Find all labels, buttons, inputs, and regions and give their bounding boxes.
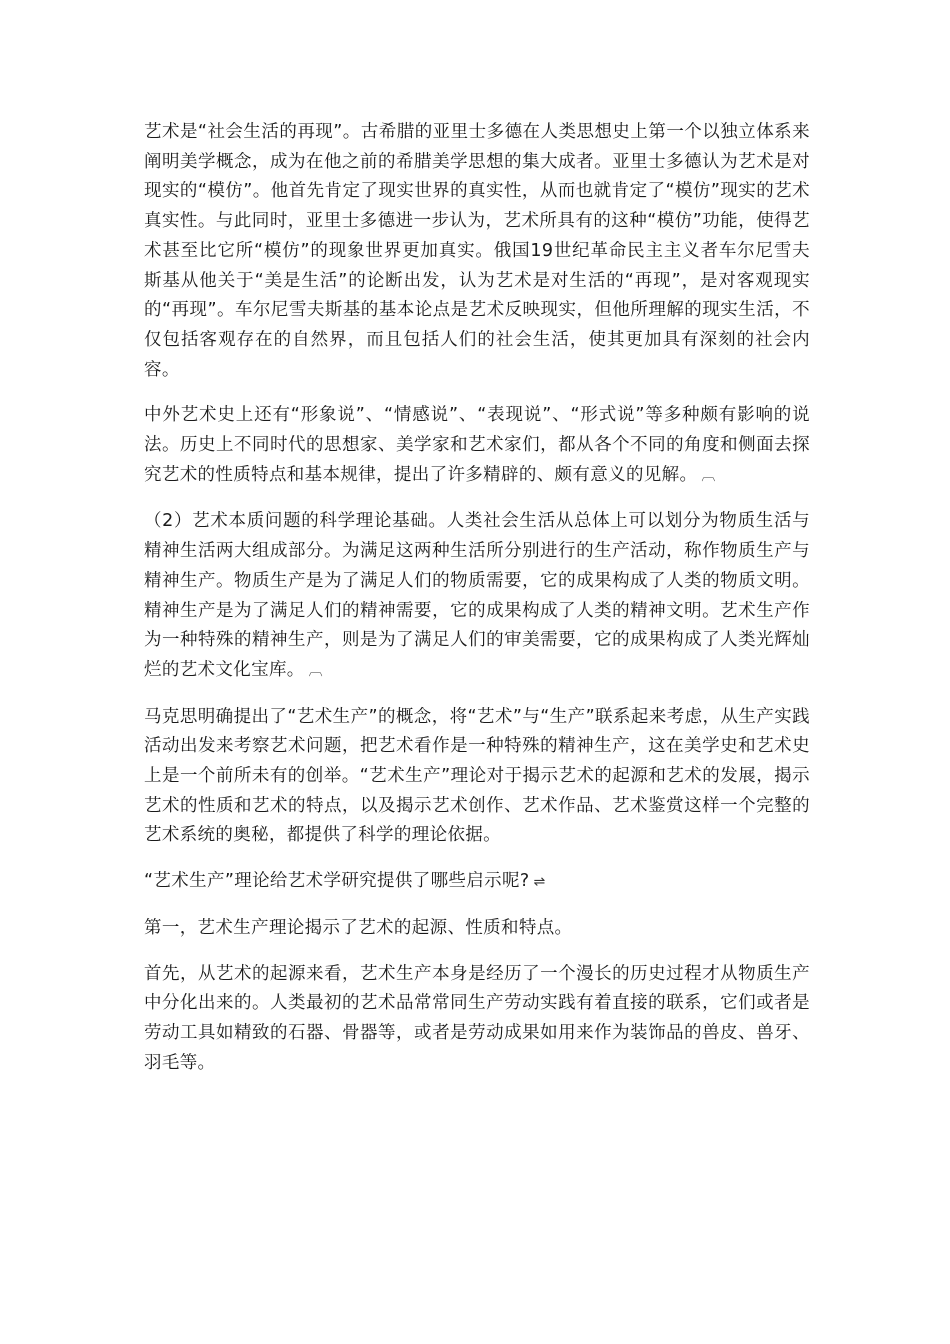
paragraph-first-point [144, 914, 810, 944]
paragraph-text: 中外艺术史上还有“形象说”、“情感说”、“表现说”、“形式说”等多种颇有影响的说法。历史上不同时代的思想家、美学家和艺术家们，都从各个不同的角度和侧面去探究艺术的性质特点和基本规律，提出了许多精辟的、颇有意义的见解。 [144, 405, 810, 485]
paragraph-mark-icon: ︹ [701, 467, 716, 484]
paragraph-text: 第一，艺术生产理论揭示了艺术的起源、性质和特点。 [144, 917, 573, 938]
document-page [144, 118, 810, 1094]
paragraph-scientific-basis [144, 507, 810, 686]
paragraph-theories [144, 401, 810, 491]
line-mark-icon: ⇌ [533, 874, 546, 891]
paragraph-text: 艺术是“社会生活的再现”。古希腊的亚里士多德在人类思想史上第一个以独立体系来阐明美学概念，成为在他之前的希腊美学思想的集大成者。亚里士多德认为艺术是对现实的“模仿”。他首先肯定了现实世界的真实性，从而也就肯定了“模仿”现实的艺术真实性。与此同时，亚里士多德进一步认为，艺术所具有的这种“模仿”功能，使得艺术甚至比它所“模仿”的现象世界更加真实。俄国19世纪革命民主主义者车尔尼雪夫斯基从他关于“美是生活”的论断出发，认为艺术是对生活的“再现”，是对客观现实的“再现”。车尔尼雪夫斯基的基本论点是艺术反映现实，但他所理解的现实生活，不仅包括客观存在的自然界，而且包括人们的社会生活，使其更加具有深刻的社会内容。 [144, 122, 810, 380]
paragraph-question [144, 867, 810, 898]
paragraph-mark-icon: ︹ [308, 662, 323, 679]
paragraph-text: 首先，从艺术的起源来看，艺术生产本身是经历了一个漫长的历史过程才从物质生产中分化出来的。人类最初的艺术品常常同生产劳动实践有着直接的联系，它们或者是劳动工具如精致的石器、骨器等，或者是劳动成果如用来作为装饰品的兽皮、兽牙、羽毛等。 [144, 963, 810, 1073]
paragraph-art-as-reproduction [144, 118, 810, 385]
paragraph-text: “艺术生产”理论给艺术学研究提供了哪些启示呢? [144, 871, 530, 892]
paragraph-text: （2）艺术本质问题的科学理论基础。人类社会生活从总体上可以划分为物质生活与精神生活两大组成部分。为满足这两种生活所分别进行的生产活动，称作物质生产与精神生产。物质生产是为了满足人们的物质需要，它的成果构成了人类的物质文明。精神生产是为了满足人们的精神需要，它的成果构成了人类的精神文明。艺术生产作为一种特殊的精神生产，则是为了满足人们的审美需要，它的成果构成了人类光辉灿烂的艺术文化宝库。 [144, 511, 810, 680]
paragraph-origin [144, 960, 810, 1079]
paragraph-text: 马克思明确提出了“艺术生产”的概念，将“艺术”与“生产”联系起来考虑，从生产实践活动出发来考察艺术问题，把艺术看作是一种特殊的精神生产，这在美学史和艺术史上是一个前所未有的创举。“艺术生产”理论对于揭示艺术的起源和艺术的发展，揭示艺术的性质和艺术的特点，以及揭示艺术创作、艺术作品、艺术鉴赏这样一个完整的艺术系统的奥秘，都提供了科学的理论依据。 [144, 706, 810, 846]
paragraph-marx-art-production [144, 703, 810, 852]
